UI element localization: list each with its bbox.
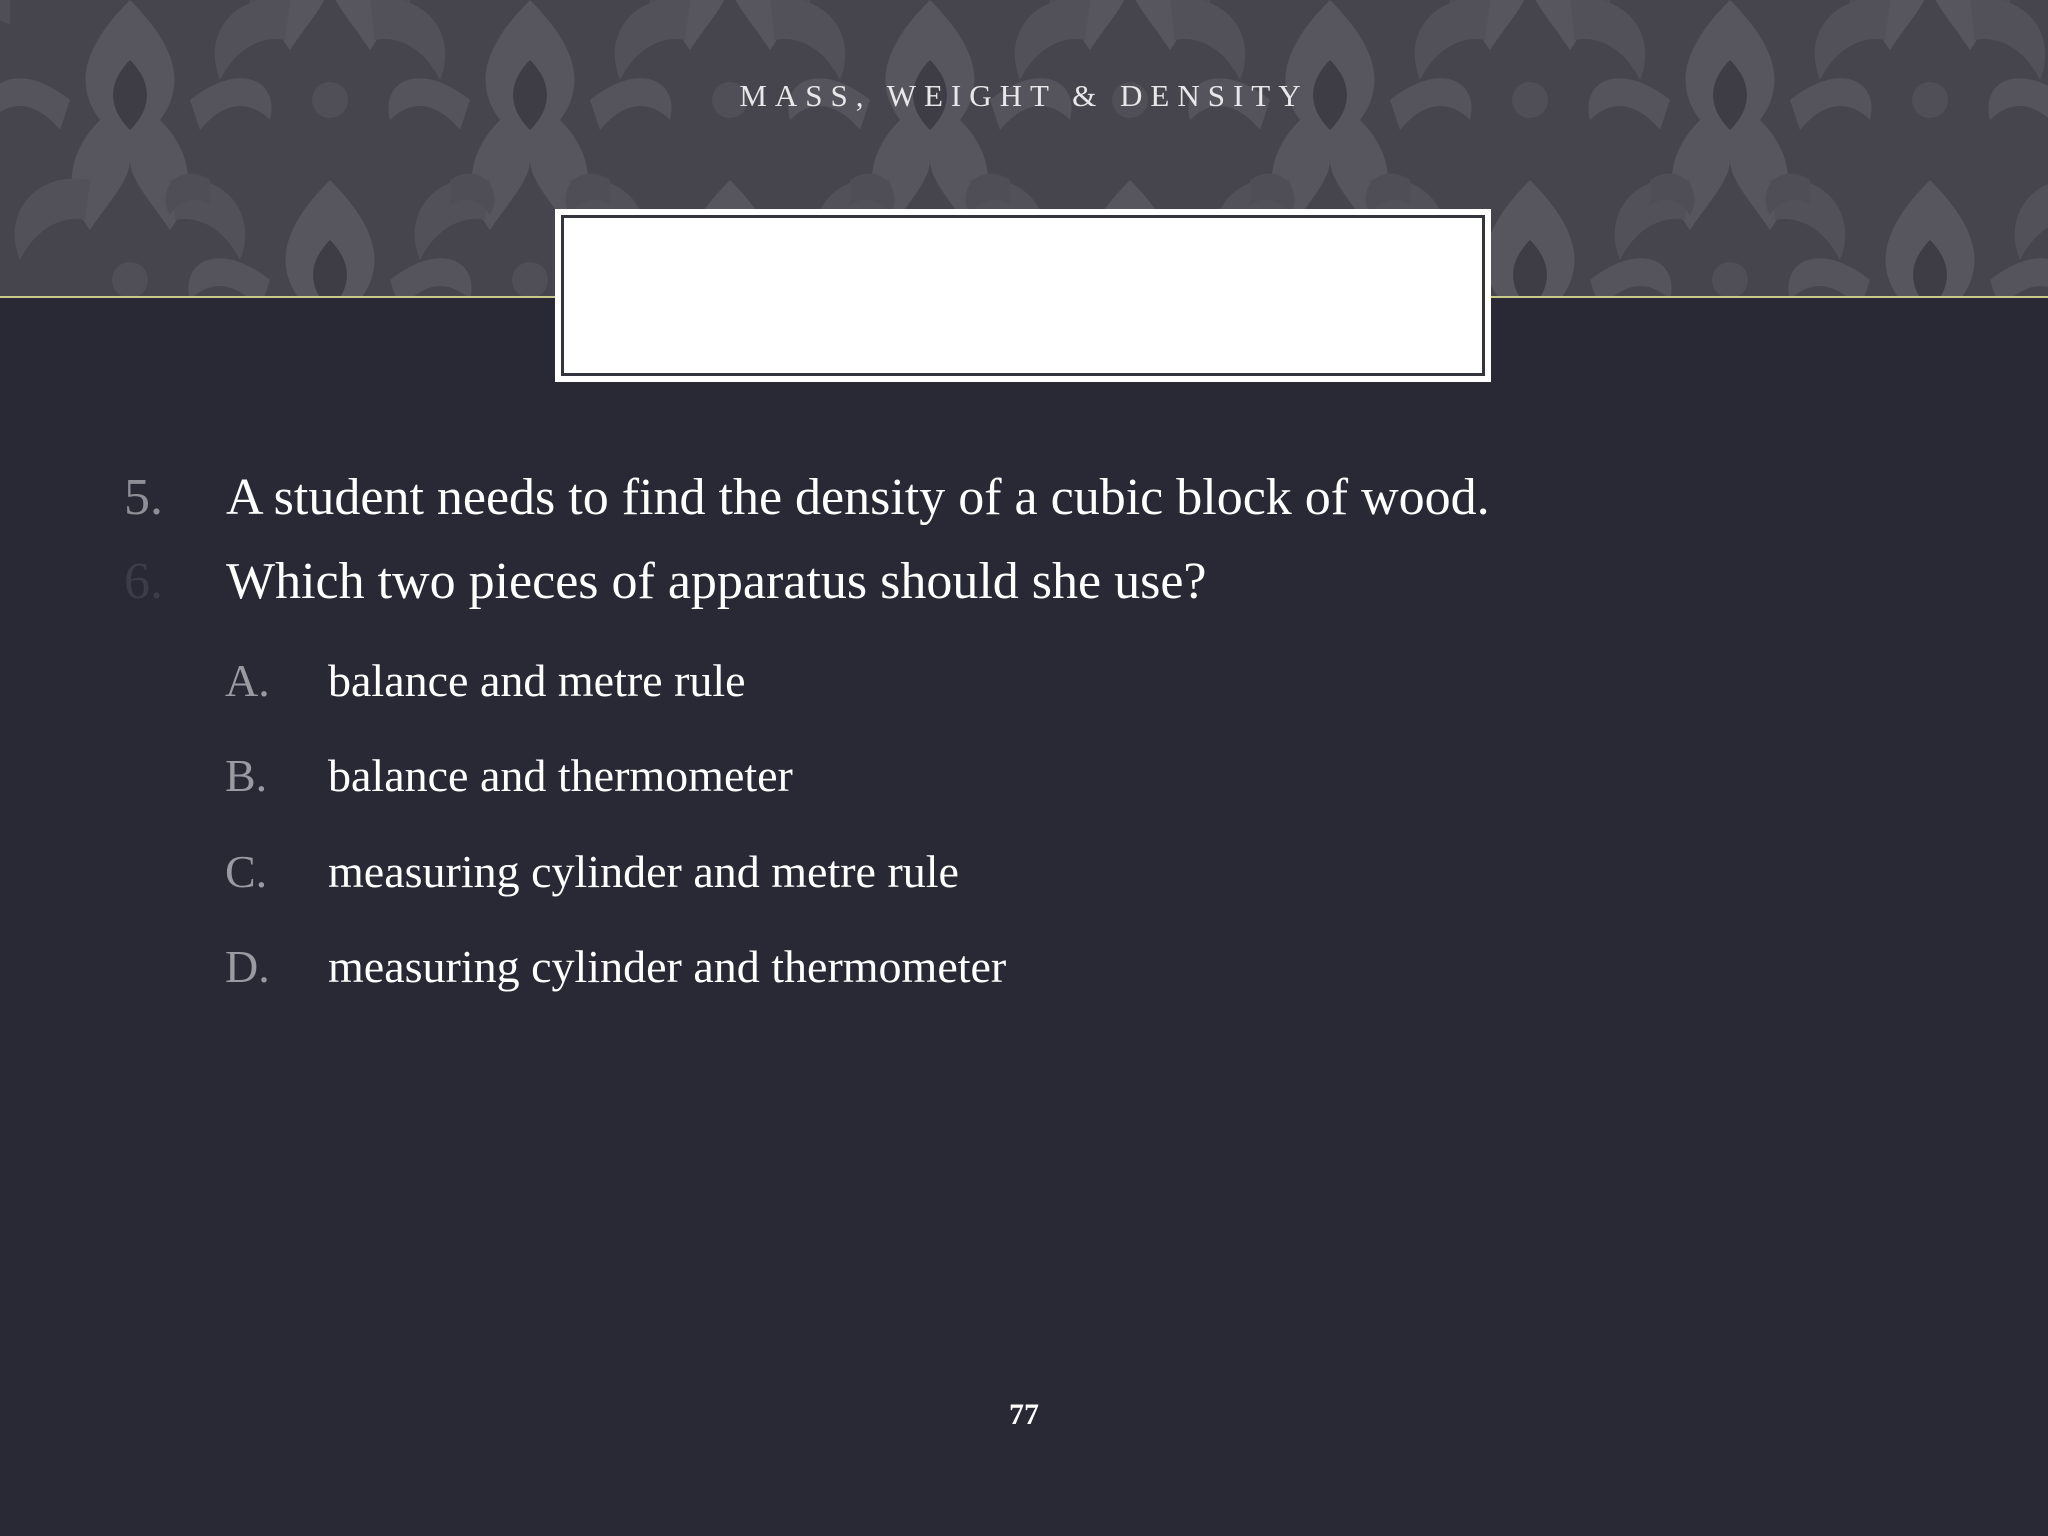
question-text: Which two pieces of apparatus should she use? bbox=[226, 553, 1207, 610]
option-text: measuring cylinder and thermometer bbox=[328, 941, 1007, 992]
option-letter: A. bbox=[225, 655, 270, 706]
option-letter: C. bbox=[225, 846, 268, 897]
slide-title-box bbox=[555, 209, 1491, 382]
option-text: balance and thermometer bbox=[328, 750, 793, 801]
option-text: balance and metre rule bbox=[328, 655, 746, 706]
option-letter: B. bbox=[225, 750, 268, 801]
option-letter: D. bbox=[225, 941, 270, 992]
question-text: A student needs to find the density of a cubic block of wood. bbox=[226, 469, 1490, 526]
slide-title-box-inner bbox=[561, 215, 1485, 376]
question-number: 5. bbox=[124, 469, 163, 526]
page-number: 77 bbox=[1009, 1398, 1039, 1431]
header-title: MASS, WEIGHT & DENSITY bbox=[739, 78, 1309, 113]
question-number: 6. bbox=[124, 553, 163, 610]
option-text: measuring cylinder and metre rule bbox=[328, 846, 959, 897]
